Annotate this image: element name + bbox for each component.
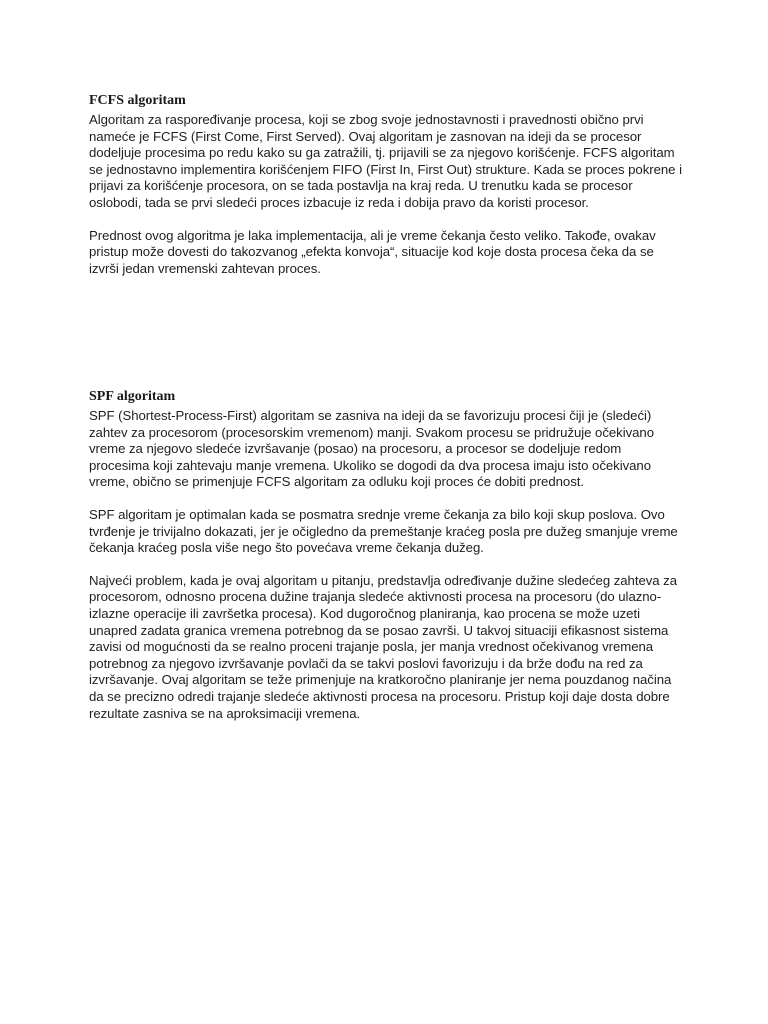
paragraph-spf-2: SPF algoritam je optimalan kada se posmatra srednje vreme čekanja za bilo koji skup poslova. Ovo tvrđenje je trivijalno dokazati, jer je očigledno da premeštanje kraćeg posla pre dužeg smanjuje vreme čekanja kraćeg posla više nego što povećava vreme čekanja dužeg. xyxy=(89,506,678,556)
paragraph-spf-1: SPF (Shortest-Process-First) algoritam se zasniva na ideji da se favorizuju procesi čiji je (sledeći) zahtev za procesorom (procesorskim vremenom) manji. Svakom procesu se pridružuje očekivano vreme za njegovo sledeće izvršavanje (posao) na procesoru, a procesor se dodeljuje redom procesima koji zahtevaju manje vremena. Ukoliko se dogodi da dva procesa imaju isto očekivano vreme, obično se primenjuje FCFS algoritam za odluku koji proces će dobiti prednost. xyxy=(89,408,654,490)
section-title-spf: SPF algoritam xyxy=(89,389,176,404)
paragraph-fcfs-1: Algoritam za raspoređivanje procesa, koji se zbog svoje jednostavnosti i pravednosti obično prvi nameće je FCFS (First Come, First Served). Ovaj algoritam je zasnovan na ideji da se procesor dodeljuje procesima po redu kako su ga zatražili, tj. prijavili se za njegovo korišćenje. FCFS algoritam se jednostavno implementira korišćenjem FIFO (First In, First Out) strukture. Kada se proces pokrene i prijavi za korišćenje procesora, on se tada postavlja na kraj reda. U trenutku kada se procesor oslobodi, tada se prvi sledeći proces izbacuje iz reda i dobija pravo da koristi procesor. xyxy=(89,112,682,210)
section-title-fcfs: FCFS algoritam xyxy=(89,93,186,108)
paragraph-spf-3: Najveći problem, kada je ovaj algoritam u pitanju, predstavlja određivanje dužine sledećeg zahteva za procesorom, odnosno procena dužine trajanja sledeće aktivnosti procesa na procesoru (do ulazno-izlazne operacije ili završetka procesa). Kod dugoročnog planiranja, kao procena se može uzeti unapred zadata granica vremena potrebnog da se posao završi. U takvoj situaciji efikasnost sistema zavisi od mogućnosti da se realno proceni trajanje posla, jer manja vrednost očekivanog vremena potrebnog za njegovo izvršavanje povlači da se takvi poslovi favorizuju i da brže dođu na red za izvršavanje. Ovaj algoritam se teže primenjuje na kratkoročno planiranje jer nema pouzdanog načina da se precizno odredi trajanje sledeće aktivnosti procesa na procesoru. Pristup koji daje dosta dobre rezultate zasniva se na aproksimaciji vremena. xyxy=(89,572,678,721)
section-spf xyxy=(89,388,684,738)
section-fcfs xyxy=(89,92,684,293)
paragraph-fcfs-2: Prednost ovog algoritma je laka implementacija, ali je vreme čekanja često veliko. Takođe, ovakav pristup može dovesti do takozvanog „efekta konvoja“, situacije kod koje dosta procesa čeka da se izvrši jedan vremenski zahtevan proces. xyxy=(89,227,656,276)
